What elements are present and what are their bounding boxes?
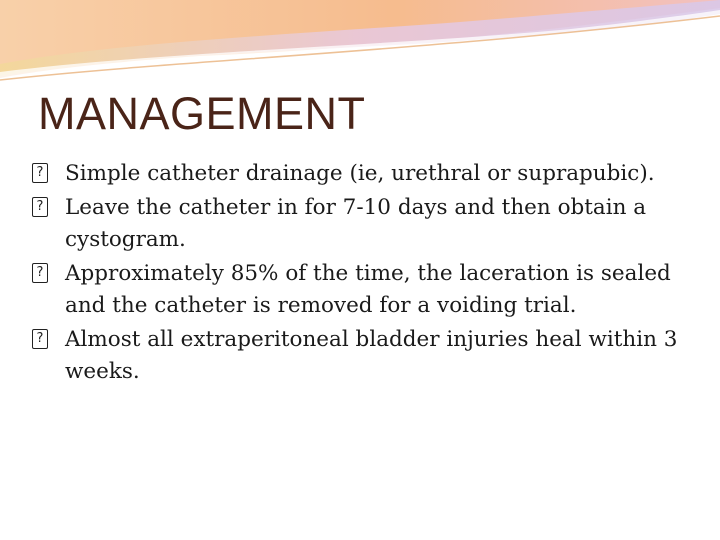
bullet-text: Approximately 85% of the time, the laceration is sealed and the catheter is removed for a voiding trial. <box>65 261 671 318</box>
missing-glyph-bullet-icon: ? <box>32 197 48 217</box>
slide-title: MANAGEMENT <box>38 88 366 139</box>
bullet-item <box>30 192 700 256</box>
missing-glyph-bullet-icon: ? <box>32 263 48 283</box>
bullet-item <box>30 324 700 388</box>
bullet-item <box>30 258 700 322</box>
bullet-item <box>30 158 700 190</box>
bullet-list <box>30 158 700 390</box>
bullet-text: Almost all extraperitoneal bladder injuries heal within 3 weeks. <box>65 327 678 384</box>
missing-glyph-bullet-icon: ? <box>32 163 48 183</box>
missing-glyph-bullet-icon: ? <box>32 329 48 349</box>
decorative-wave-banner <box>0 0 720 90</box>
bullet-text: Simple catheter drainage (ie, urethral or suprapubic). <box>65 161 655 186</box>
bullet-text: Leave the catheter in for 7-10 days and then obtain a cystogram. <box>65 195 647 252</box>
